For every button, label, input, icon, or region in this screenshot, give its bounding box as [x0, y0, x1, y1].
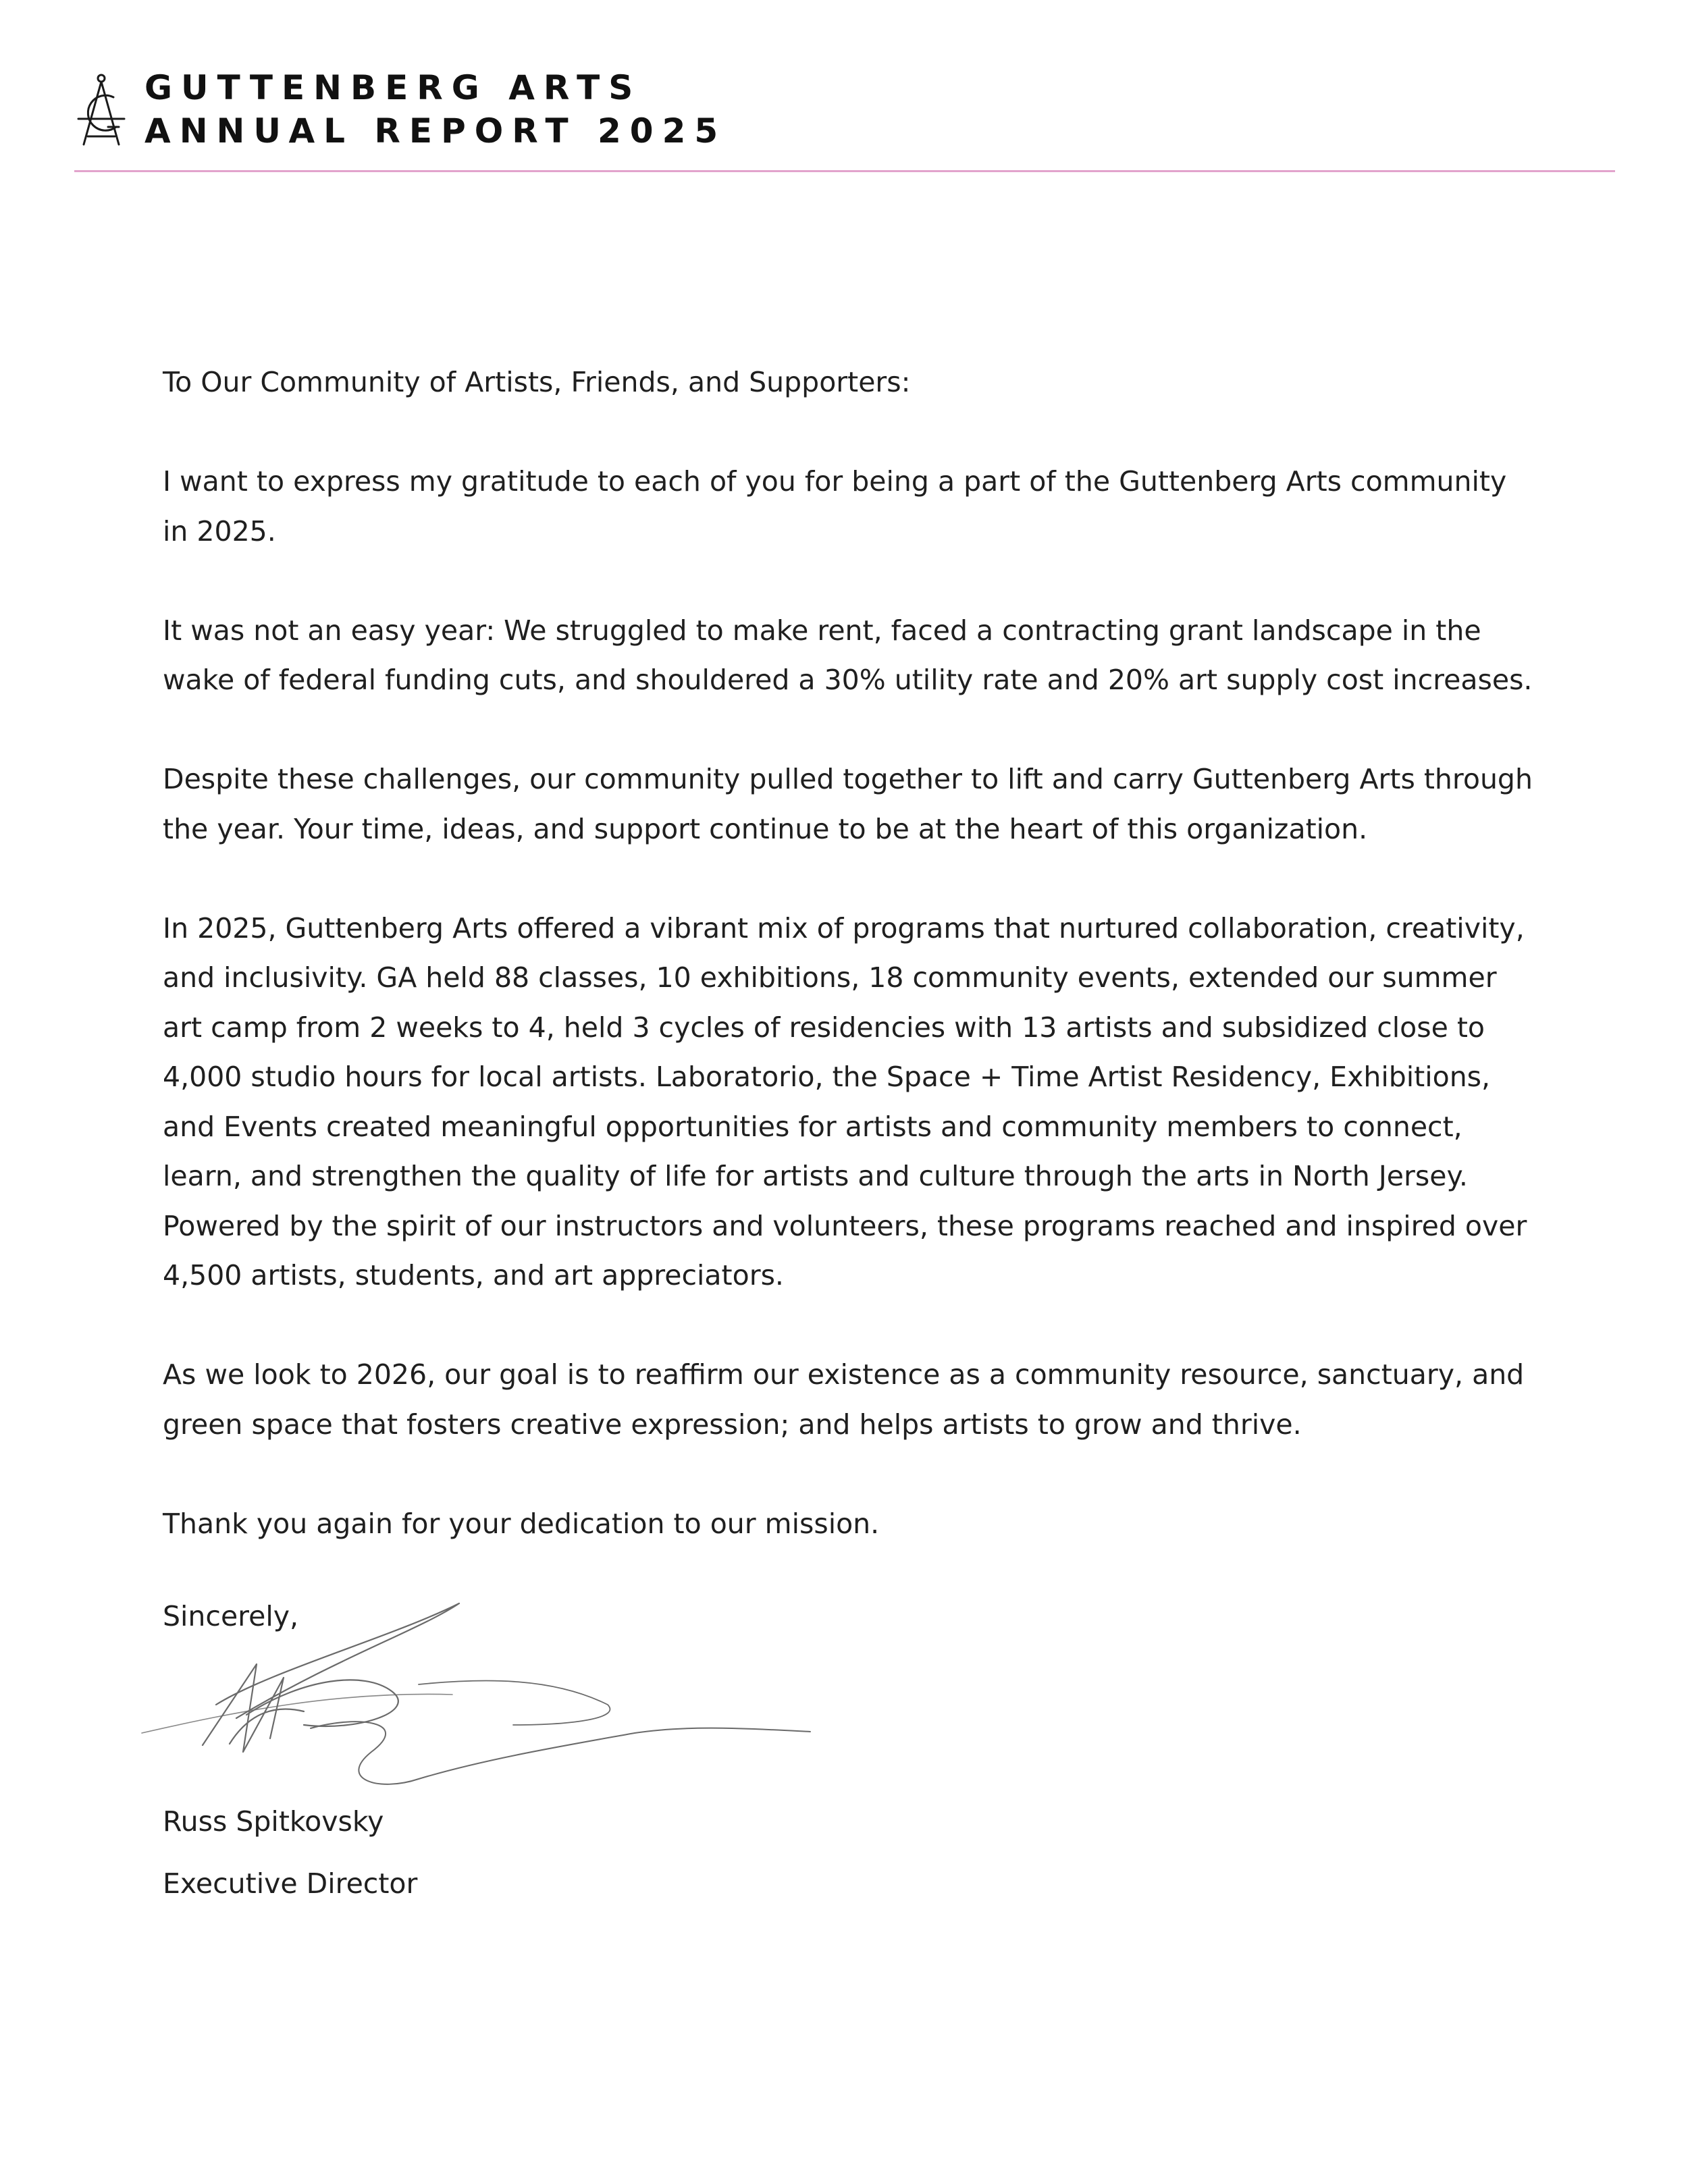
ga-monogram-icon — [74, 72, 130, 150]
organization-name: GUTTENBERG ARTS — [144, 68, 642, 107]
closing: Sincerely, — [163, 1600, 299, 1632]
header-divider — [74, 170, 1615, 172]
report-subtitle: ANNUAL REPORT 2025 — [144, 111, 727, 151]
paragraph-gratitude: I want to express my gratitude to each of you for being a part of the Guttenberg Arts community in 2025. — [163, 465, 1507, 548]
letter-body — [163, 358, 1540, 1599]
report-header — [74, 66, 1614, 176]
paragraph-programs: In 2025, Guttenberg Arts offered a vibrant mix of programs that nurtured collaboration, creativity, and inclusivity. GA held 88 classes, 10 exhibitions, 18 community events, extended our summer art camp from 2 weeks to 4, held 3 cycles of residencies with 13 artists and subsidized close to 4,000 studio hours for local artists. Laboratorio, the Space + Time Artist Residency, Exhibitions, and Events created meaningful opportunities for artists and community members to connect, learn, and strengthen the quality of life for artists and culture through the arts in North Jersey. Powered by the spirit of our instructors and volunteers, these programs reached and inspired over 4,500 artists, students, and art appreciators. — [163, 911, 1527, 1291]
salutation: To Our Community of Artists, Friends, and Supporters: — [163, 366, 911, 398]
paragraph-thanks: Thank you again for your dedication to our mission. — [163, 1507, 880, 1540]
signature-image — [135, 1576, 851, 1806]
paragraph-community: Despite these challenges, our community pulled together to lift and carry Guttenberg Arts through the year. Your time, ideas, and support continue to be at the heart of this organization. — [163, 763, 1533, 845]
report-title — [144, 66, 727, 153]
signer-title: Executive Director — [163, 1867, 418, 1900]
signer-block — [163, 1790, 417, 1915]
paragraph-challenges: It was not an easy year: We struggled to make rent, faced a contracting grant landscape in the wake of federal funding cuts, and shouldered a 30% utility rate and 20% art supply cost increases. — [163, 614, 1533, 696]
signer-name: Russ Spitkovsky — [163, 1805, 384, 1838]
paragraph-goals: As we look to 2026, our goal is to reaffirm our existence as a community resource, sanctuary, and green space that fosters creative expression; and helps artists to grow and thrive. — [163, 1358, 1525, 1441]
